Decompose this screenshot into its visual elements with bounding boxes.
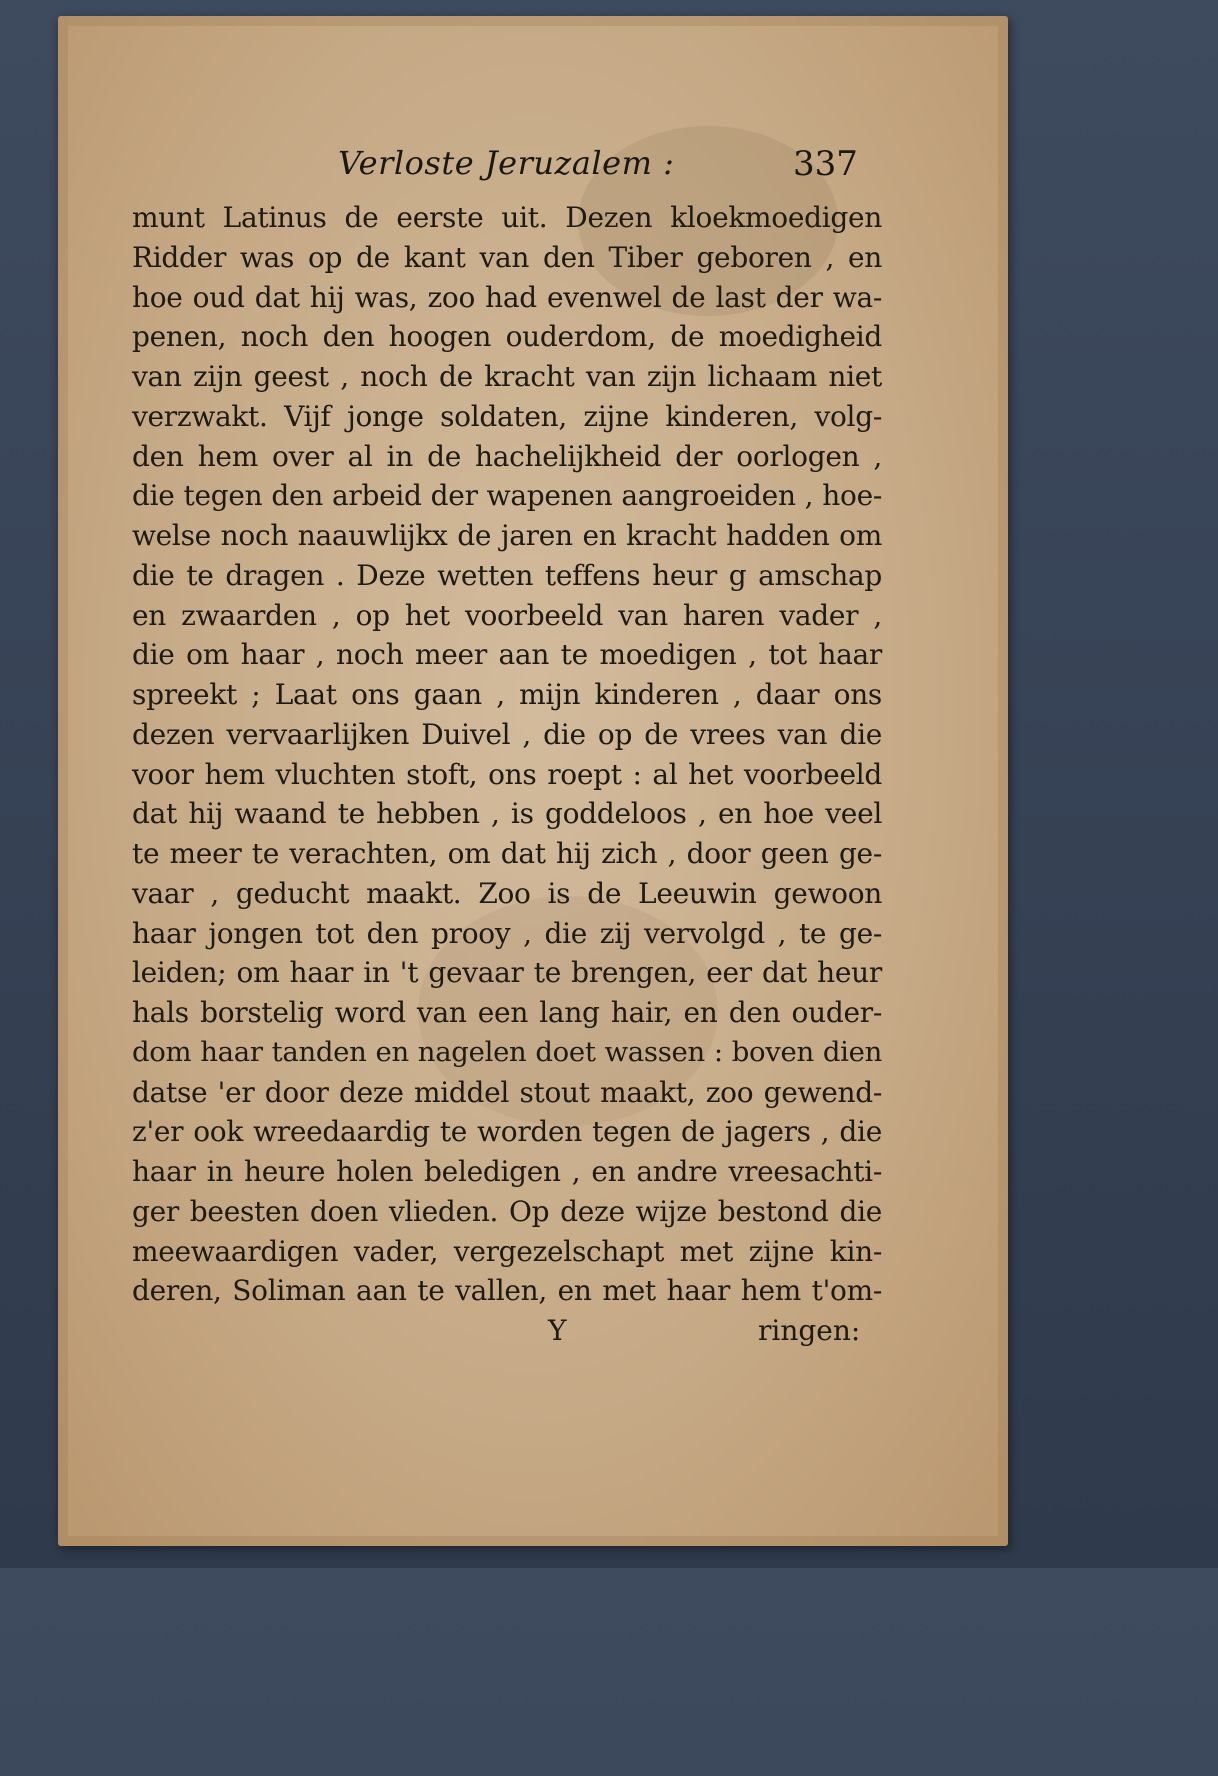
text-line: meewaardigen vader, vergezelschapt met zijne kin- [132, 1234, 882, 1268]
text-line: munt Latinus de eerste uit. Dezen kloekmoedigen [132, 201, 882, 234]
page-number: 337 [793, 144, 858, 184]
text-line: deren, Soliman aan te vallen, en met haar hem t'om- [132, 1274, 882, 1308]
text-line: dom haar tanden en nagelen doet wassen : boven dien [132, 1035, 882, 1068]
text-line: haar jongen tot den prooy , die zij vervolgd , te ge- [132, 916, 882, 950]
text-line: en zwaarden , op het voorbeeld van haren vader , [132, 598, 882, 632]
page-footer [58, 1314, 1008, 1354]
text-line: dezen vervaarlijken Duivel , die op de vrees van die [132, 717, 882, 751]
text-line: voor hem vluchten stoft, ons roept : al het voorbeeld [132, 757, 882, 791]
text-line: van zijn geest , noch de kracht van zijn lichaam niet [132, 360, 882, 393]
text-line: dat hij waand te hebben , is goddeloos , en hoe veel [132, 797, 882, 831]
text-line: penen, noch den hoogen ouderdom, de moedigheid [132, 320, 882, 354]
text-line: vaar , geducht maakt. Zoo is de Leeuwin gewoon [132, 876, 882, 910]
text-line: hoe oud dat hij was, zoo had evenwel de last der wa- [132, 280, 882, 314]
signature-mark: Y [548, 1314, 567, 1347]
book-page [58, 16, 1008, 1546]
text-line: spreekt ; Laat ons gaan , mijn kinderen , daar ons [132, 678, 882, 711]
text-line: die tegen den arbeid der wapenen aangroeiden , hoe- [132, 479, 882, 513]
text-line: datse 'er door deze middel stout maakt, zoo gewend- [132, 1075, 882, 1109]
text-line: die om haar , noch meer aan te moedigen , tot haar [132, 638, 882, 672]
text-line: welse noch naauwlijkx de jaren en kracht hadden om [132, 519, 882, 552]
text-line: haar in heure holen beledigen , en andre vreesachti- [132, 1155, 882, 1188]
text-line: hals borstelig word van een lang hair, en den ouder- [132, 996, 882, 1029]
catchword: ringen: [758, 1314, 861, 1347]
text-line: verzwakt. Vijf jonge soldaten, zijne kinderen, volg- [132, 399, 882, 433]
text-line: z'er ook wreedaardig te worden tegen de jagers , die [132, 1115, 882, 1149]
text-line: leiden; om haar in 't gevaar te brengen, eer dat heur [132, 956, 882, 990]
body-text [132, 198, 882, 1311]
running-head [58, 144, 1008, 192]
running-title: Verloste Jeruzalem : [338, 144, 675, 182]
text-line: den hem over al in de hachelijkheid der oorlogen , [132, 439, 882, 473]
text-line: ger beesten doen vlieden. Op deze wijze bestond die [132, 1194, 882, 1228]
text-line: Ridder was op de kant van den Tiber geboren , en [132, 240, 882, 274]
text-line: die te dragen . Deze wetten teffens heur g amschap [132, 558, 882, 592]
text-line: te meer te verachten, om dat hij zich , door geen ge- [132, 837, 882, 870]
